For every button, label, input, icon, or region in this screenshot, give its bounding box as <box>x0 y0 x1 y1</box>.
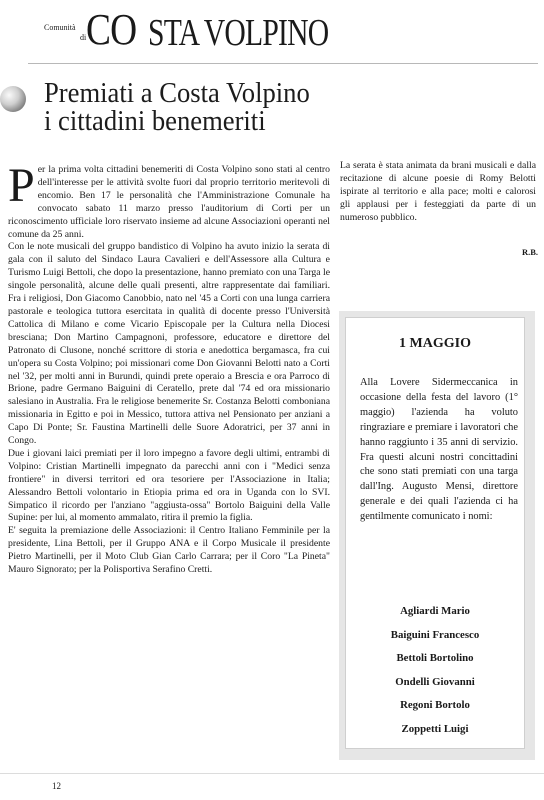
article-paragraph: Con le note musicali del gruppo bandistico di Volpino ha avuto inizio la serata di gala con il saluto del Sindaco Laura Cavalieri e dell'Assessore alla Cultura e Turismo Luigi Bettoli, che dopo la presentazione, hanno premiato con una Targa le singole personalità, alcune delle quali presenti, altre rappresentate dai familiari. Fra i religiosi, Don Giacomo Canobbio, nato nel '45 a Corti con una lunga carriera pastorale e teologica tuttora esercitata in qualità di docente presso l'Università Cattolica di Milano e come Vicario Episcopale per la Cultura nella Diocesi bresciana; Don Martino Campagnoni, professore, educatore e direttore del Patronato di Clusone, nonché scrittore di storia e anedottica bergamasca, fra cui un'opera su Costa Volpino; poi missionari come Don Giovanni Belotti nato a Corti nel '32, per molti anni in Burundi, quindi prete operaio a Brescia e ora Parroco di Brione, padre Germano Baiguini di Ceratello, prete dal '74 ed ora missionario salesiano in Australia. Fra le religiose benemerite Sr. Costanza Belotti comboniana missionaria in Egitto e poi in Messico, tuttora attiva nel Pensionato per anziani a Capo Di Ponte; Sr. Faustina Martinelli delle Suore Adoratrici, per 37 anni in Congo. <box>8 241 330 447</box>
masthead-di: di <box>80 33 87 42</box>
honoree-name: Ondelli Giovanni <box>395 675 475 688</box>
drop-cap: P <box>8 159 35 212</box>
honoree-name: Agliardi Mario <box>400 605 470 617</box>
honoree-name: Baiguini Francesco <box>390 628 480 641</box>
article-body-right <box>340 160 536 225</box>
article-paragraph-text: er la prima volta cittadini benemeriti di Costa Volpino sono stati al centro dell'interesse per le attività svolte fuori dal proprio territorio meritevoli di encomio. Ben 17 le personalità che l'Amministrazione Comunale ha convocato sabato 11 marzo presso l'auditorium di Corti per un riconoscimento ufficiale loro riservato insieme ad alcune Associazioni operanti nel comune da 25 anni. <box>8 164 330 240</box>
author-signature: R.B. <box>521 247 538 257</box>
article-paragraph <box>8 159 330 241</box>
article-title-line-2: i cittadini benemeriti <box>44 106 266 137</box>
honoree-name: Bettoli Bortolino <box>396 652 474 665</box>
sphere-bullet-icon <box>0 86 26 112</box>
article-paragraph: E' seguita la premiazione delle Associazioni: il Centro Italiano Femminile per la presidente, Lina Bettoli, per il Gruppo ANA e il Corpo Musicale il presidente Pietro Martinelli, per il Moto Club Gian Carlo Carrara; per il Coro "La Pineta" Mauro Signorato; per la Polisportiva Serafino Cretti. <box>8 525 330 576</box>
article-closing-paragraph: La serata è stata animata da brani musicali e dalla recitazione di alcune poesie di Romy Belotti ispirate al territorio e alla pace; molti e calorosi gli applausi per i festeggiati da parte di un numeroso pubblico. <box>340 160 536 223</box>
article-body-left <box>8 159 330 577</box>
footer-rule <box>0 773 544 774</box>
page-number: 12 <box>52 781 61 791</box>
honoree-list <box>346 600 524 742</box>
masthead-comunita: Comunità <box>44 23 76 32</box>
masthead-logo-co: CO <box>86 5 137 54</box>
article-title-line-1: Premiati a Costa Volpino <box>44 78 310 109</box>
sidebar-box <box>339 311 535 760</box>
honoree-name: Regoni Bortolo <box>400 699 470 712</box>
masthead-logo-name: STA VOLPINO <box>148 12 329 54</box>
sidebar-box-title: 1 MAGGIO <box>399 336 471 351</box>
sidebar-box-text: Alla Lovere Sidermeccanica in occasione della festa del lavoro (1° maggio) l'azienda ha voluto ringraziare e premiare i lavoratori che hanno raggiunto i 35 anni di servizio. Fra questi alcuni nostri concittadini che sono stati premiati con una targa dall'Ing. Augusto Mensi, direttore generale e dei quali l'azienda ci ha gentilmente comunicato i nomi: <box>360 377 518 523</box>
sidebar-box-panel <box>345 317 525 749</box>
article-title <box>44 80 464 136</box>
article-paragraph: Due i giovani laici premiati per il loro impegno a favore degli ultimi, entrambi di Volpino: Cristian Martinelli impegnato da parecchi anni con i "Medici senza frontiere" in diversi territori ed ora tesoriere per l'Associazione in Italia; Alessandro Bettoli volontario in Etiopia prima ed ora in Uganda con lo SVI. Simpatico il ricordo per l'anziano "aggiusta-ossa" Bortolo Baiguini della Valle Supine: per lui, al momento ammalato, ritira il premio la figlia. <box>8 447 330 524</box>
header-rule <box>28 63 538 64</box>
masthead <box>30 2 530 60</box>
honoree-name: Zoppetti Luigi <box>401 722 469 735</box>
